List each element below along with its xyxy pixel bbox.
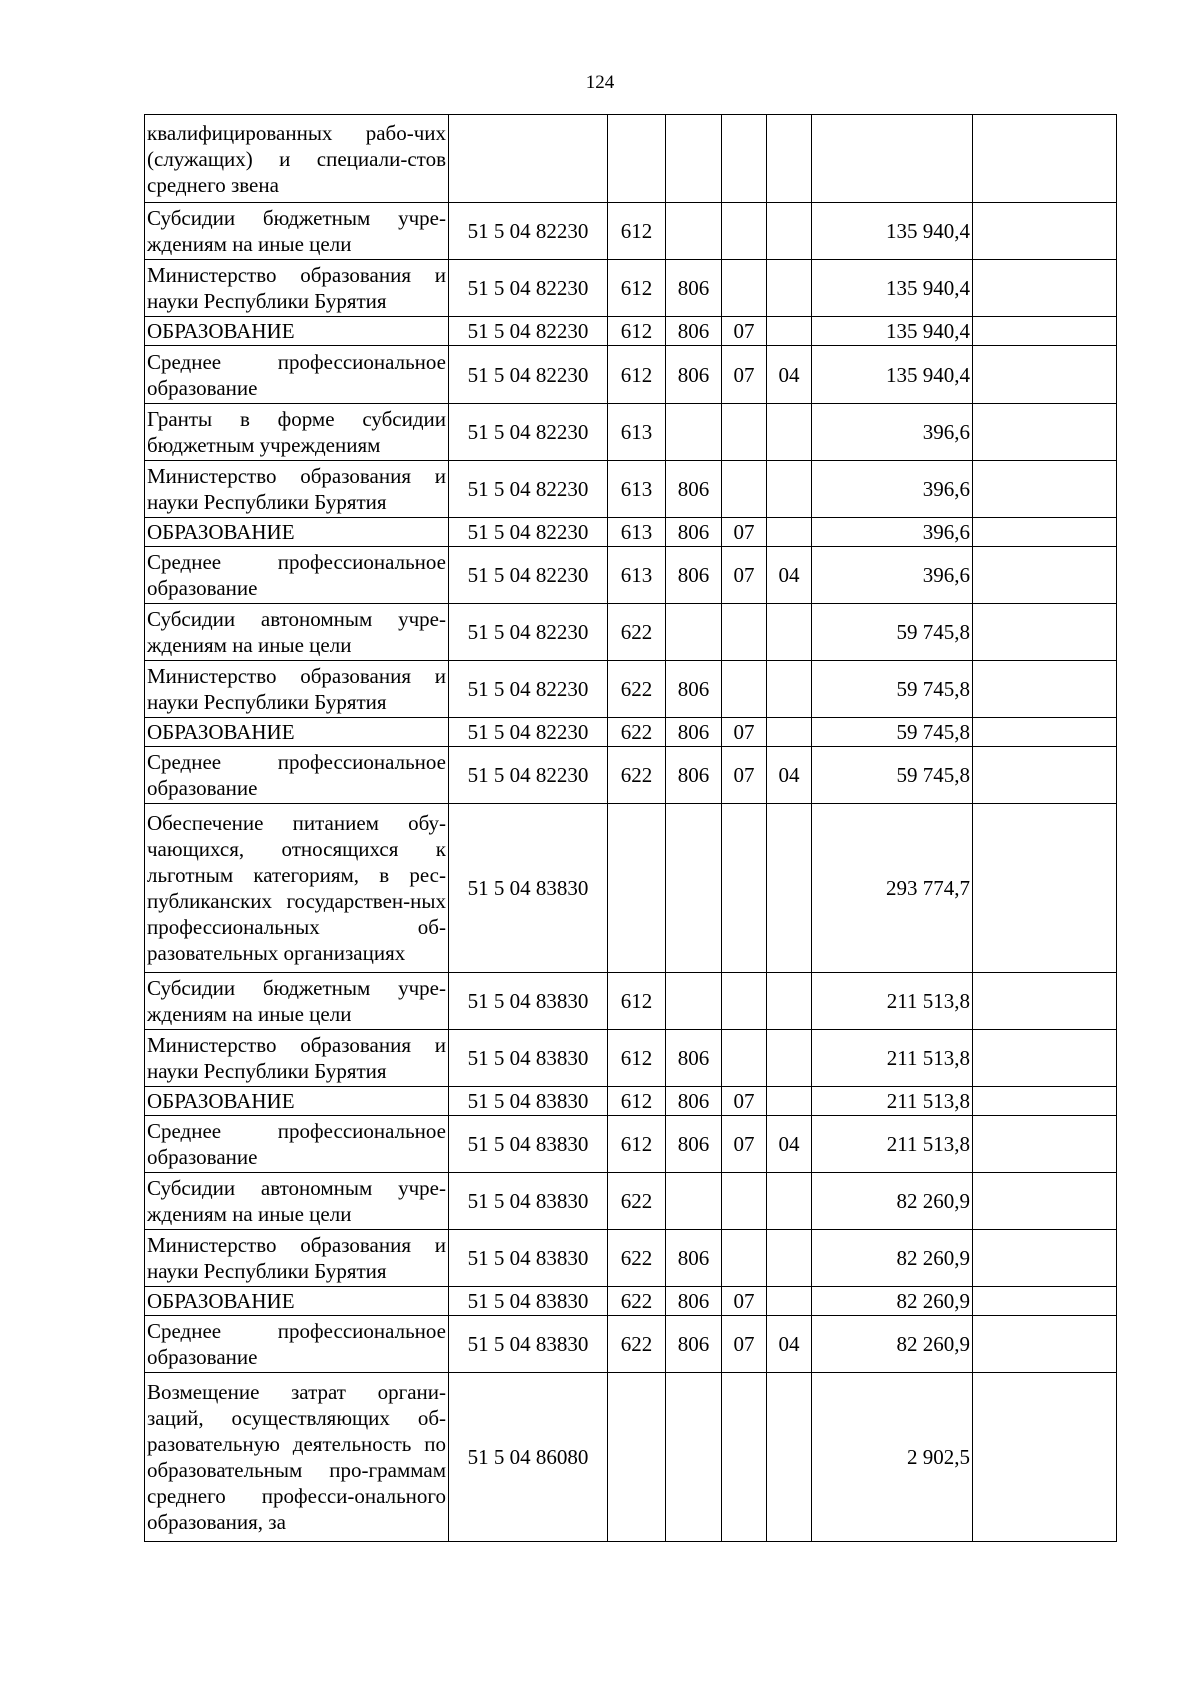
expense-type-cell: 612 xyxy=(608,973,666,1030)
subsection-cell xyxy=(767,518,812,547)
empty-cell xyxy=(973,973,1117,1030)
amount-cell: 211 513,8 xyxy=(812,1087,973,1116)
empty-cell xyxy=(973,317,1117,346)
row-name-cell: Возмещение затрат органи-заций, осуществляющих об-разовательную деятельность по образовательным про-граммам среднего професси-онального образования, за xyxy=(145,1373,449,1542)
expense-type-cell xyxy=(608,115,666,203)
ministry-code-cell: 806 xyxy=(666,747,722,804)
ministry-code-cell: 806 xyxy=(666,547,722,604)
table-row xyxy=(145,1316,1117,1373)
section-cell xyxy=(722,203,767,260)
table-row xyxy=(145,115,1117,203)
section-cell xyxy=(722,1373,767,1542)
target-article-cell: 51 5 04 82230 xyxy=(449,461,608,518)
expense-type-cell xyxy=(608,804,666,973)
target-article-cell: 51 5 04 82230 xyxy=(449,518,608,547)
amount-cell: 396,6 xyxy=(812,404,973,461)
ministry-code-cell xyxy=(666,404,722,461)
subsection-cell xyxy=(767,1230,812,1287)
expense-type-cell: 612 xyxy=(608,317,666,346)
table-row xyxy=(145,1287,1117,1316)
target-article-cell: 51 5 04 82230 xyxy=(449,203,608,260)
target-article-cell: 51 5 04 82230 xyxy=(449,661,608,718)
amount-cell: 293 774,7 xyxy=(812,804,973,973)
amount-cell: 59 745,8 xyxy=(812,747,973,804)
section-cell xyxy=(722,1230,767,1287)
table-row xyxy=(145,1173,1117,1230)
expense-type-cell: 612 xyxy=(608,1087,666,1116)
subsection-cell xyxy=(767,1373,812,1542)
target-article-cell: 51 5 04 83830 xyxy=(449,1116,608,1173)
empty-cell xyxy=(973,604,1117,661)
table-row xyxy=(145,203,1117,260)
ministry-code-cell xyxy=(666,203,722,260)
target-article-cell: 51 5 04 82230 xyxy=(449,346,608,404)
section-cell: 07 xyxy=(722,1316,767,1373)
ministry-code-cell xyxy=(666,973,722,1030)
amount-cell: 135 940,4 xyxy=(812,203,973,260)
table-row xyxy=(145,317,1117,346)
expense-type-cell: 622 xyxy=(608,1316,666,1373)
amount-cell: 2 902,5 xyxy=(812,1373,973,1542)
amount-cell: 135 940,4 xyxy=(812,260,973,317)
expense-type-cell: 612 xyxy=(608,1030,666,1087)
amount-cell: 211 513,8 xyxy=(812,1030,973,1087)
table-row xyxy=(145,604,1117,661)
ministry-code-cell: 806 xyxy=(666,518,722,547)
expense-type-cell: 612 xyxy=(608,346,666,404)
target-article-cell: 51 5 04 82230 xyxy=(449,747,608,804)
table-row xyxy=(145,1030,1117,1087)
amount-cell: 82 260,9 xyxy=(812,1173,973,1230)
target-article-cell: 51 5 04 83830 xyxy=(449,1287,608,1316)
subsection-cell: 04 xyxy=(767,547,812,604)
subsection-cell xyxy=(767,1173,812,1230)
table-row xyxy=(145,1087,1117,1116)
budget-table xyxy=(144,114,1117,1542)
amount-cell: 211 513,8 xyxy=(812,973,973,1030)
ministry-code-cell: 806 xyxy=(666,661,722,718)
ministry-code-cell: 806 xyxy=(666,1230,722,1287)
table-row xyxy=(145,518,1117,547)
target-article-cell: 51 5 04 82230 xyxy=(449,317,608,346)
empty-cell xyxy=(973,804,1117,973)
row-name-cell: ОБРАЗОВАНИЕ xyxy=(145,518,449,547)
empty-cell xyxy=(973,1087,1117,1116)
row-name-cell: Обеспечение питанием обу-чающихся, относящихся к льготным категориям, в рес-публиканских государствен-ных профессиональных об-разовательных организациях xyxy=(145,804,449,973)
empty-cell xyxy=(973,1030,1117,1087)
section-cell xyxy=(722,804,767,973)
table-body xyxy=(145,115,1117,1542)
empty-cell xyxy=(973,547,1117,604)
section-cell: 07 xyxy=(722,547,767,604)
row-name-cell: ОБРАЗОВАНИЕ xyxy=(145,1087,449,1116)
section-cell: 07 xyxy=(722,747,767,804)
amount-cell: 82 260,9 xyxy=(812,1230,973,1287)
section-cell: 07 xyxy=(722,1287,767,1316)
empty-cell xyxy=(973,1373,1117,1542)
amount-cell: 396,6 xyxy=(812,518,973,547)
target-article-cell: 51 5 04 83830 xyxy=(449,1173,608,1230)
section-cell: 07 xyxy=(722,346,767,404)
empty-cell xyxy=(973,661,1117,718)
row-name-cell: Среднее профессиональное образование xyxy=(145,547,449,604)
empty-cell xyxy=(973,346,1117,404)
subsection-cell xyxy=(767,203,812,260)
section-cell xyxy=(722,973,767,1030)
table-row xyxy=(145,260,1117,317)
subsection-cell: 04 xyxy=(767,346,812,404)
empty-cell xyxy=(973,1230,1117,1287)
expense-type-cell: 622 xyxy=(608,661,666,718)
ministry-code-cell: 806 xyxy=(666,1087,722,1116)
target-article-cell: 51 5 04 83830 xyxy=(449,1316,608,1373)
expense-type-cell: 622 xyxy=(608,718,666,747)
empty-cell xyxy=(973,1316,1117,1373)
section-cell: 07 xyxy=(722,1087,767,1116)
row-name-cell: ОБРАЗОВАНИЕ xyxy=(145,317,449,346)
row-name-cell: ОБРАЗОВАНИЕ xyxy=(145,718,449,747)
expense-type-cell: 622 xyxy=(608,747,666,804)
row-name-cell: Среднее профессиональное образование xyxy=(145,1316,449,1373)
expense-type-cell: 622 xyxy=(608,1230,666,1287)
subsection-cell xyxy=(767,1287,812,1316)
amount-cell: 59 745,8 xyxy=(812,661,973,718)
expense-type-cell: 613 xyxy=(608,404,666,461)
empty-cell xyxy=(973,260,1117,317)
table-row xyxy=(145,973,1117,1030)
target-article-cell xyxy=(449,115,608,203)
table-row xyxy=(145,804,1117,973)
table-row xyxy=(145,461,1117,518)
expense-type-cell: 622 xyxy=(608,1173,666,1230)
ministry-code-cell xyxy=(666,115,722,203)
row-name-cell: Субсидии бюджетным учре-ждениям на иные цели xyxy=(145,203,449,260)
ministry-code-cell xyxy=(666,804,722,973)
empty-cell xyxy=(973,1287,1117,1316)
subsection-cell xyxy=(767,973,812,1030)
table-row xyxy=(145,346,1117,404)
subsection-cell: 04 xyxy=(767,747,812,804)
empty-cell xyxy=(973,1116,1117,1173)
section-cell xyxy=(722,1173,767,1230)
expense-type-cell: 612 xyxy=(608,1116,666,1173)
empty-cell xyxy=(973,115,1117,203)
ministry-code-cell xyxy=(666,1373,722,1542)
target-article-cell: 51 5 04 82230 xyxy=(449,718,608,747)
empty-cell xyxy=(973,203,1117,260)
section-cell: 07 xyxy=(722,1116,767,1173)
subsection-cell: 04 xyxy=(767,1316,812,1373)
table-row xyxy=(145,718,1117,747)
subsection-cell xyxy=(767,804,812,973)
ministry-code-cell: 806 xyxy=(666,718,722,747)
section-cell xyxy=(722,1030,767,1087)
section-cell xyxy=(722,604,767,661)
amount-cell: 82 260,9 xyxy=(812,1287,973,1316)
empty-cell xyxy=(973,718,1117,747)
target-article-cell: 51 5 04 82230 xyxy=(449,260,608,317)
section-cell xyxy=(722,115,767,203)
target-article-cell: 51 5 04 83830 xyxy=(449,1030,608,1087)
ministry-code-cell: 806 xyxy=(666,260,722,317)
ministry-code-cell: 806 xyxy=(666,1316,722,1373)
ministry-code-cell: 806 xyxy=(666,461,722,518)
subsection-cell xyxy=(767,404,812,461)
target-article-cell: 51 5 04 83830 xyxy=(449,1230,608,1287)
table-row xyxy=(145,661,1117,718)
section-cell: 07 xyxy=(722,518,767,547)
target-article-cell: 51 5 04 83830 xyxy=(449,804,608,973)
row-name-cell: квалифицированных рабо-чих (служащих) и специали-стов среднего звена xyxy=(145,115,449,203)
subsection-cell xyxy=(767,260,812,317)
subsection-cell xyxy=(767,115,812,203)
target-article-cell: 51 5 04 86080 xyxy=(449,1373,608,1542)
expense-type-cell: 622 xyxy=(608,1287,666,1316)
ministry-code-cell: 806 xyxy=(666,317,722,346)
row-name-cell: Гранты в форме субсидии бюджетным учреждениям xyxy=(145,404,449,461)
empty-cell xyxy=(973,747,1117,804)
expense-type-cell: 612 xyxy=(608,260,666,317)
empty-cell xyxy=(973,461,1117,518)
expense-type-cell: 613 xyxy=(608,518,666,547)
row-name-cell: Министерство образования и науки Республики Бурятия xyxy=(145,260,449,317)
table-row xyxy=(145,747,1117,804)
page-number: 124 xyxy=(585,72,615,93)
section-cell xyxy=(722,260,767,317)
amount-cell: 135 940,4 xyxy=(812,346,973,404)
subsection-cell xyxy=(767,718,812,747)
ministry-code-cell: 806 xyxy=(666,346,722,404)
expense-type-cell: 612 xyxy=(608,203,666,260)
section-cell xyxy=(722,661,767,718)
row-name-cell: Среднее профессиональное образование xyxy=(145,346,449,404)
row-name-cell: Министерство образования и науки Республики Бурятия xyxy=(145,461,449,518)
row-name-cell: Министерство образования и науки Республики Бурятия xyxy=(145,1030,449,1087)
ministry-code-cell: 806 xyxy=(666,1116,722,1173)
section-cell xyxy=(722,404,767,461)
amount-cell: 396,6 xyxy=(812,547,973,604)
section-cell: 07 xyxy=(722,317,767,346)
amount-cell: 59 745,8 xyxy=(812,718,973,747)
target-article-cell: 51 5 04 82230 xyxy=(449,604,608,661)
empty-cell xyxy=(973,518,1117,547)
row-name-cell: Среднее профессиональное образование xyxy=(145,1116,449,1173)
amount-cell xyxy=(812,115,973,203)
table-row xyxy=(145,547,1117,604)
subsection-cell xyxy=(767,1030,812,1087)
row-name-cell: ОБРАЗОВАНИЕ xyxy=(145,1287,449,1316)
subsection-cell xyxy=(767,461,812,518)
amount-cell: 135 940,4 xyxy=(812,317,973,346)
expense-type-cell xyxy=(608,1373,666,1542)
row-name-cell: Субсидии автономным учре-ждениям на иные цели xyxy=(145,604,449,661)
subsection-cell xyxy=(767,604,812,661)
row-name-cell: Субсидии бюджетным учре-ждениям на иные цели xyxy=(145,973,449,1030)
target-article-cell: 51 5 04 83830 xyxy=(449,973,608,1030)
expense-type-cell: 613 xyxy=(608,461,666,518)
ministry-code-cell xyxy=(666,604,722,661)
target-article-cell: 51 5 04 83830 xyxy=(449,1087,608,1116)
amount-cell: 59 745,8 xyxy=(812,604,973,661)
row-name-cell: Министерство образования и науки Республики Бурятия xyxy=(145,1230,449,1287)
row-name-cell: Среднее профессиональное образование xyxy=(145,747,449,804)
target-article-cell: 51 5 04 82230 xyxy=(449,404,608,461)
subsection-cell xyxy=(767,1087,812,1116)
row-name-cell: Субсидии автономным учре-ждениям на иные цели xyxy=(145,1173,449,1230)
table-row xyxy=(145,1116,1117,1173)
subsection-cell xyxy=(767,317,812,346)
ministry-code-cell xyxy=(666,1173,722,1230)
empty-cell xyxy=(973,1173,1117,1230)
section-cell xyxy=(722,461,767,518)
expense-type-cell: 613 xyxy=(608,547,666,604)
subsection-cell xyxy=(767,661,812,718)
amount-cell: 396,6 xyxy=(812,461,973,518)
table-row xyxy=(145,404,1117,461)
empty-cell xyxy=(973,404,1117,461)
amount-cell: 82 260,9 xyxy=(812,1316,973,1373)
subsection-cell: 04 xyxy=(767,1116,812,1173)
amount-cell: 211 513,8 xyxy=(812,1116,973,1173)
ministry-code-cell: 806 xyxy=(666,1287,722,1316)
ministry-code-cell: 806 xyxy=(666,1030,722,1087)
target-article-cell: 51 5 04 82230 xyxy=(449,547,608,604)
table-row xyxy=(145,1230,1117,1287)
expense-type-cell: 622 xyxy=(608,604,666,661)
section-cell: 07 xyxy=(722,718,767,747)
row-name-cell: Министерство образования и науки Республики Бурятия xyxy=(145,661,449,718)
table-row xyxy=(145,1373,1117,1542)
